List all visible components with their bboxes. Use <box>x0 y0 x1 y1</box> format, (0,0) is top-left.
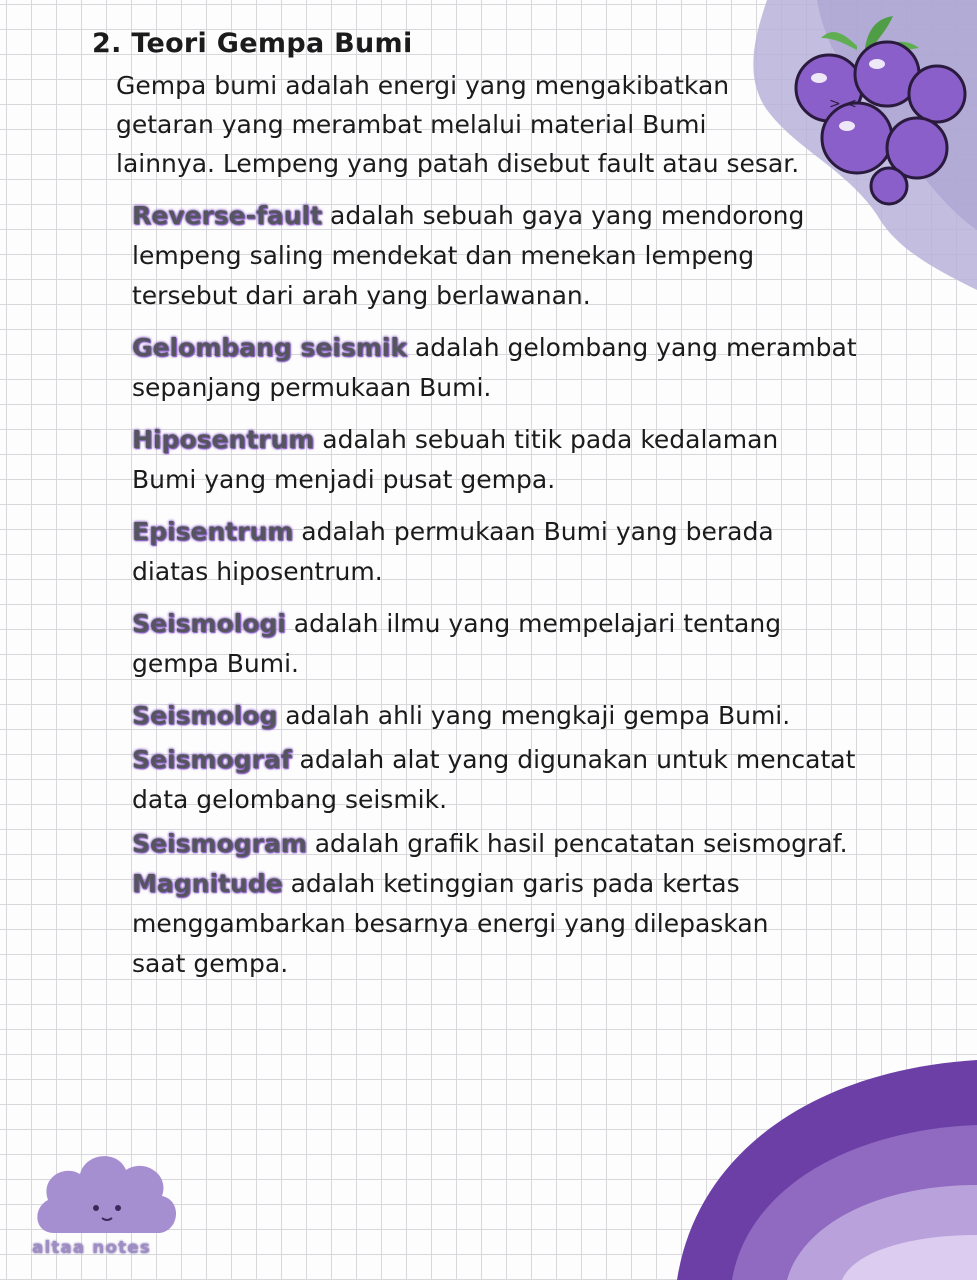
definition-hiposentrum <box>132 420 932 500</box>
term: Episentrum <box>132 517 294 546</box>
definition-text: adalah ilmu yang mempelajari tentang <box>285 609 782 638</box>
definition-episentrum <box>132 512 932 592</box>
term: Seismograf <box>132 745 292 774</box>
definition-text: adalah sebuah titik pada kedalaman <box>314 425 779 454</box>
intro-line: lainnya. Lempeng yang patah disebut fault atau sesar. <box>116 149 800 178</box>
definition-text: adalah ahli yang mengkaji gempa Bumi. <box>277 701 791 730</box>
definition-seismograf <box>132 740 932 820</box>
brand-watermark: altaa notes <box>32 1238 151 1258</box>
definition-seismogram <box>132 824 932 864</box>
definition-text: saat gempa. <box>132 949 289 978</box>
term: Seismologi <box>132 609 286 638</box>
term: Reverse-fault <box>132 201 323 230</box>
definition-text: data gelombang seismik. <box>132 785 448 814</box>
definition-text: adalah grafik hasil pencatatan seismograf. <box>306 829 848 858</box>
definition-text: tersebut dari arah yang berlawanan. <box>132 281 591 310</box>
definition-seismologi <box>132 604 932 684</box>
definition-text: gempa Bumi. <box>132 649 299 678</box>
intro-paragraph <box>116 66 876 183</box>
term: Magnitude <box>132 869 283 898</box>
definition-list <box>132 196 932 996</box>
definition-gelombang-seismik <box>132 328 932 408</box>
definition-seismolog <box>132 696 932 736</box>
term: Seismogram <box>132 829 307 858</box>
definition-text: adalah permukaan Bumi yang berada <box>293 517 774 546</box>
section-title: 2. Teori Gempa Bumi <box>92 28 413 59</box>
term: Hiposentrum <box>132 425 315 454</box>
definition-text: adalah gelombang yang merambat <box>406 333 857 362</box>
definition-text: sepanjang permukaan Bumi. <box>132 373 492 402</box>
definition-text: adalah ketinggian garis pada kertas <box>282 869 740 898</box>
definition-text: lempeng saling mendekat dan menekan lempeng <box>132 241 755 270</box>
definition-magnitude <box>132 864 932 984</box>
rainbow-decoration <box>637 1040 977 1280</box>
intro-line: getaran yang merambat melalui material Bumi <box>116 110 707 139</box>
definition-text: adalah sebuah gaya yang mendorong <box>322 201 805 230</box>
term: Gelombang seismik <box>132 333 407 362</box>
definition-text: menggambarkan besarnya energi yang dilepaskan <box>132 909 769 938</box>
definition-text: Bumi yang menjadi pusat gempa. <box>132 465 556 494</box>
svg-text:> <: > < <box>829 96 857 112</box>
term: Seismolog <box>132 701 278 730</box>
definition-reverse-fault <box>132 196 932 316</box>
intro-line: Gempa bumi adalah energi yang mengakibatkan <box>116 71 730 100</box>
definition-text: diatas hiposentrum. <box>132 557 383 586</box>
definition-text: adalah alat yang digunakan untuk mencatat <box>291 745 856 774</box>
